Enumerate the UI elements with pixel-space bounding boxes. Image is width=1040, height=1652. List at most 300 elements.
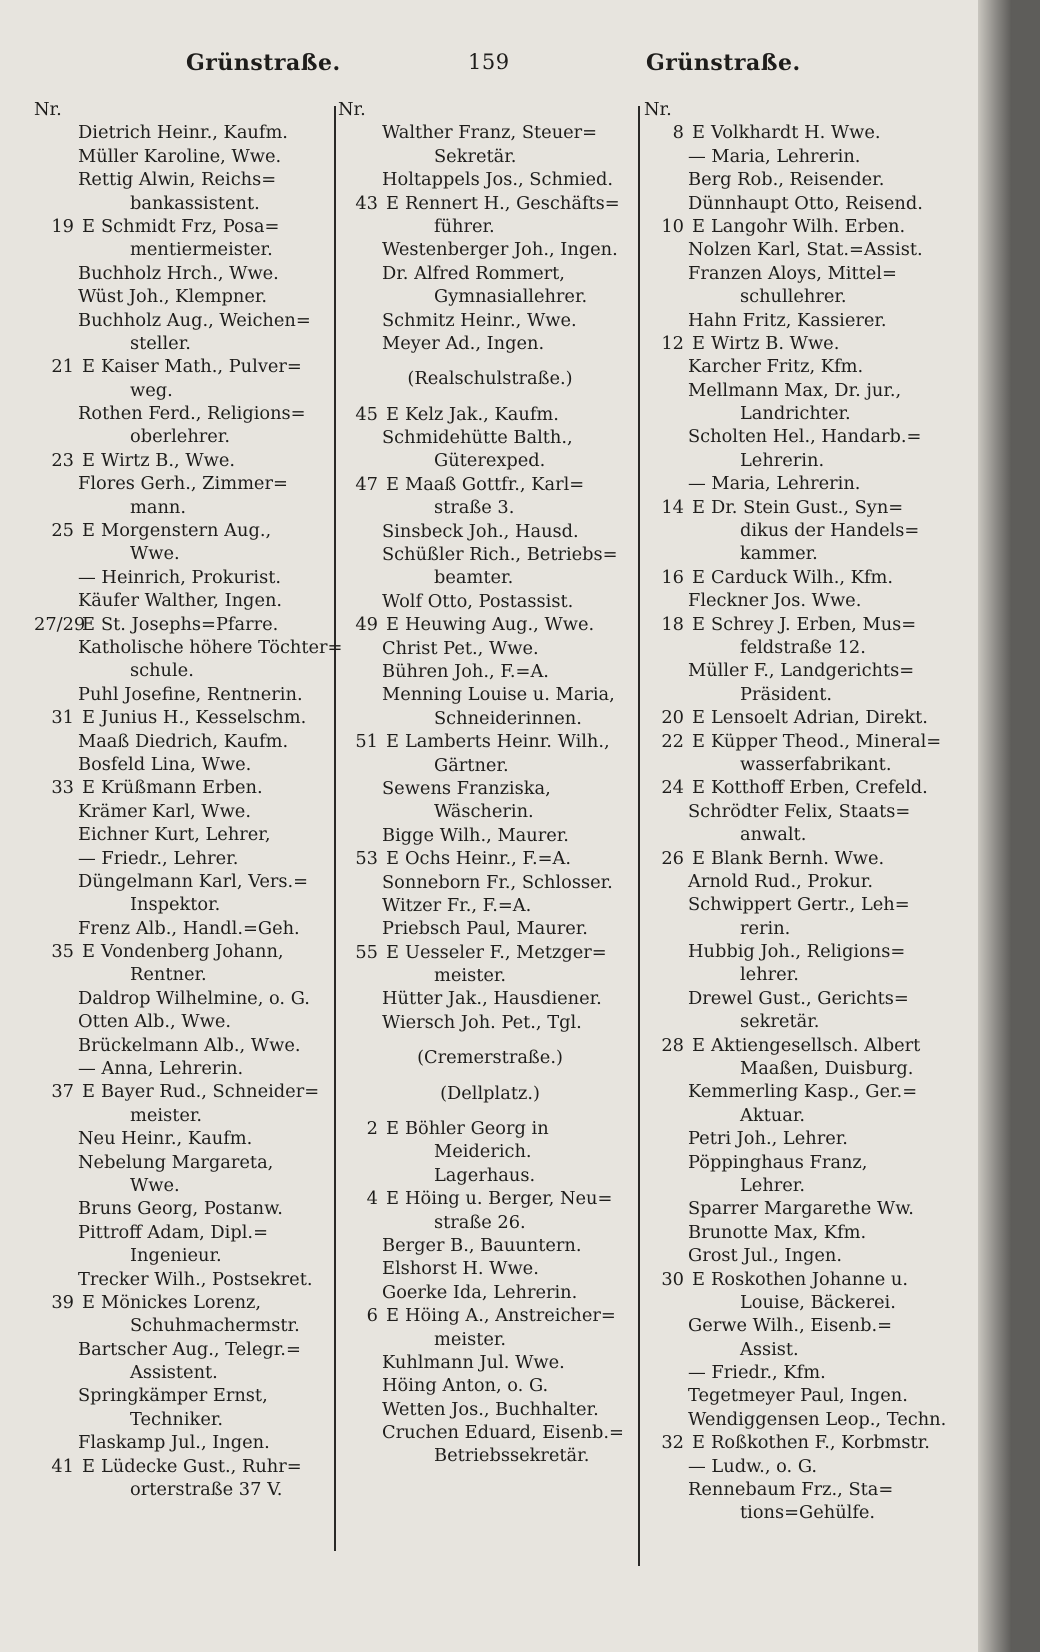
directory-entry-line	[34, 1034, 334, 1057]
resident-text: Mellmann Max, Dr. jur.,	[688, 379, 902, 401]
directory-entry-line	[644, 1034, 950, 1057]
resident-text: anwalt.	[740, 824, 807, 846]
owner-marker: E	[386, 848, 399, 870]
directory-entry-line	[34, 847, 334, 870]
resident-text: Bruns Georg, Postanw.	[78, 1198, 283, 1220]
resident-text: Flaskamp Jul., Ingen.	[78, 1432, 270, 1454]
owner-marker: E	[82, 215, 95, 237]
resident-text: Roßkothen F., Korbmstr.	[710, 1432, 930, 1454]
directory-entry-line	[34, 1197, 334, 1220]
resident-text: Louise, Bäckerei.	[740, 1291, 896, 1313]
resident-text: meister.	[434, 1328, 507, 1350]
resident-text: oberlehrer.	[130, 426, 230, 448]
resident-text: Maaß Gottfr., Karl=	[404, 473, 585, 495]
resident-text: tions=Gehülfe.	[740, 1502, 876, 1524]
resident-text: Rothen Ferd., Religions=	[78, 403, 306, 425]
resident-text: Kelz Jak., Kaufm.	[404, 403, 559, 425]
resident-text: führer.	[434, 215, 495, 237]
resident-text: meister.	[130, 1104, 203, 1126]
house-number: 2	[366, 1118, 378, 1140]
house-number: 32	[661, 1432, 684, 1454]
directory-entry-line	[338, 1351, 642, 1374]
directory-entry-line	[34, 168, 334, 191]
resident-text: Gärtner.	[434, 754, 509, 776]
resident-text: — Friedr., Kfm.	[688, 1362, 826, 1384]
resident-text: Franzen Aloys, Mittel=	[688, 262, 897, 284]
directory-entry-line	[644, 262, 950, 285]
resident-text: Brunotte Max, Kfm.	[688, 1221, 867, 1243]
resident-text: Rentner.	[130, 964, 207, 986]
directory-entry-line	[644, 238, 950, 261]
owner-marker: E	[82, 707, 95, 729]
owner-marker: E	[692, 1268, 705, 1290]
directory-entry-line	[644, 542, 950, 565]
directory-entry-line	[34, 636, 343, 659]
nr-column-label: Nr.	[34, 99, 62, 120]
house-number: 8	[672, 122, 684, 144]
owner-marker: E	[82, 777, 95, 799]
house-number: 35	[51, 941, 74, 963]
directory-entry-line	[34, 145, 334, 168]
resident-text: Wäscherin.	[434, 801, 534, 823]
resident-text: beamter.	[434, 567, 514, 589]
directory-entry-line	[644, 1291, 950, 1314]
resident-text: Rennert H., Geschäfts=	[404, 192, 620, 214]
directory-entry-line	[34, 776, 334, 799]
resident-text: Bühren Joh., F.=A.	[382, 660, 549, 682]
resident-text: meister.	[434, 965, 507, 987]
resident-text: mann.	[130, 496, 187, 518]
owner-marker: E	[386, 731, 399, 753]
directory-entry-line	[644, 1080, 950, 1103]
resident-text: Westenberger Joh., Ingen.	[382, 239, 618, 261]
resident-text: Präsident.	[740, 683, 833, 705]
resident-text: Heuwing Aug., Wwe.	[404, 614, 595, 636]
directory-entry-line	[34, 1408, 334, 1431]
directory-entry-line	[34, 1314, 334, 1337]
resident-text: Walther Franz, Steuer=	[382, 122, 598, 144]
directory-entry-line	[644, 1384, 950, 1407]
resident-text: Trecker Wilh., Postsekret.	[78, 1268, 313, 1290]
resident-text: straße 3.	[434, 497, 515, 519]
owner-marker: E	[82, 356, 95, 378]
directory-entry-line	[644, 332, 950, 355]
directory-entry-line	[644, 1338, 950, 1361]
resident-text: bankassistent.	[130, 192, 260, 214]
house-number: 41	[51, 1455, 74, 1477]
resident-text: Gymnasiallehrer.	[434, 286, 588, 308]
directory-entry-line	[338, 1187, 642, 1210]
directory-entry-line	[644, 659, 950, 682]
resident-text: Kotthoff Erben, Crefeld.	[710, 777, 928, 799]
resident-text: schule.	[130, 660, 194, 682]
directory-entry-line	[338, 566, 642, 589]
directory-entry-line	[338, 520, 642, 543]
directory-entry-line	[644, 1057, 950, 1080]
directory-entry-line	[644, 496, 950, 519]
directory-entry-line	[644, 589, 950, 612]
directory-entry-line	[34, 1151, 334, 1174]
directory-entry-line	[644, 706, 950, 729]
directory-entry-line	[34, 542, 334, 565]
resident-text: Cruchen Eduard, Eisenb.=	[382, 1422, 624, 1444]
directory-entry-line	[338, 121, 642, 144]
directory-entry-line	[338, 637, 642, 660]
owner-marker: E	[692, 332, 705, 354]
directory-entry-line	[34, 332, 334, 355]
owner-marker: E	[692, 777, 705, 799]
address-column-left	[34, 98, 343, 1501]
page-title-left: Grünstraße.	[186, 50, 341, 76]
resident-text: Grost Jul., Ingen.	[688, 1245, 843, 1267]
directory-entry-line	[644, 1314, 950, 1337]
directory-entry-line	[644, 1455, 950, 1478]
resident-text: Pittroff Adam, Dipl.=	[78, 1221, 268, 1243]
owner-marker: E	[386, 1305, 399, 1327]
directory-entry-line	[644, 519, 950, 542]
house-number: 53	[355, 848, 378, 870]
directory-entry-line	[34, 753, 334, 776]
resident-text: Morgenstern Aug.,	[100, 520, 272, 542]
directory-entry-line	[338, 683, 642, 706]
directory-entry-line	[644, 847, 950, 870]
resident-text: Lehrerin.	[740, 449, 825, 471]
directory-entry-line	[34, 496, 334, 519]
resident-text: Roskothen Johanne u.	[710, 1268, 908, 1290]
resident-text: Scholten Hel., Handarb.=	[688, 426, 922, 448]
owner-marker: E	[82, 1291, 95, 1313]
directory-entry-line	[34, 472, 334, 495]
directory-entry-line	[338, 1164, 642, 1187]
house-number: 23	[51, 449, 74, 471]
house-number: 24	[661, 777, 684, 799]
owner-marker: E	[82, 941, 95, 963]
resident-text: Müller Karoline, Wwe.	[78, 145, 282, 167]
directory-entry-line	[644, 987, 950, 1010]
directory-entry-line	[338, 1281, 642, 1304]
resident-text: Bosfeld Lina, Wwe.	[78, 753, 252, 775]
house-number: 37	[51, 1081, 74, 1103]
house-number: 18	[661, 613, 684, 635]
resident-text: sekretär.	[740, 1011, 820, 1033]
owner-marker: E	[386, 941, 399, 963]
resident-text: Sewens Franziska,	[382, 777, 551, 799]
directory-entry-line	[34, 1431, 334, 1454]
directory-entry-line	[644, 683, 950, 706]
owner-marker: E	[692, 730, 705, 752]
directory-entry-line	[338, 1211, 642, 1234]
resident-text: Junius H., Kesselschm.	[100, 707, 307, 729]
resident-text: Buchholz Aug., Weichen=	[78, 309, 311, 331]
directory-entry-line	[34, 893, 334, 916]
resident-text: Schrödter Felix, Staats=	[688, 800, 911, 822]
directory-entry-line	[644, 121, 950, 144]
directory-entry-line	[338, 754, 642, 777]
resident-text: Goerke Ida, Lehrerin.	[382, 1281, 578, 1303]
directory-entry-line	[34, 730, 334, 753]
resident-text: Krüßmann Erben.	[100, 777, 263, 799]
directory-entry-line	[338, 894, 642, 917]
directory-entry-line	[338, 262, 642, 285]
directory-entry-line	[644, 192, 950, 215]
resident-text: Betriebssekretär.	[434, 1445, 590, 1467]
directory-entry-line	[34, 1127, 334, 1150]
owner-marker: E	[692, 613, 705, 635]
resident-text: Priebsch Paul, Maurer.	[382, 918, 588, 940]
directory-entry-line	[338, 1117, 642, 1140]
directory-entry-line	[34, 706, 334, 729]
directory-entry-line	[338, 1257, 642, 1280]
resident-text: Karcher Fritz, Kfm.	[688, 356, 864, 378]
resident-text: Tegetmeyer Paul, Ingen.	[688, 1385, 908, 1407]
directory-entry-line	[644, 1174, 950, 1197]
resident-text: Schmidehütte Balth.,	[382, 427, 573, 449]
resident-text: Düngelmann Karl, Vers.=	[78, 870, 309, 892]
section-spacer	[338, 355, 642, 367]
resident-text: Sonneborn Fr., Schlosser.	[382, 871, 613, 893]
directory-entry-line	[644, 730, 950, 753]
directory-entry-line	[338, 590, 642, 613]
resident-text: Volkhardt H. Wwe.	[710, 122, 881, 144]
resident-text: steller.	[130, 332, 191, 354]
resident-text: Schmidt Frz, Posa=	[100, 215, 280, 237]
resident-text: Maaßen, Duisburg.	[740, 1058, 914, 1080]
owner-marker: E	[692, 122, 705, 144]
resident-text: Lehrer.	[740, 1174, 806, 1196]
resident-text: Höing Anton, o. G.	[382, 1375, 549, 1397]
resident-text: — Heinrich, Prokurist.	[78, 566, 282, 588]
directory-entry-line	[34, 1244, 334, 1267]
owner-marker: E	[82, 1455, 95, 1477]
directory-entry-line	[34, 1384, 334, 1407]
resident-text: Hubbig Joh., Religions=	[688, 941, 906, 963]
owner-marker: E	[692, 215, 705, 237]
resident-text: Müller F., Landgerichts=	[688, 660, 915, 682]
directory-entry-line	[644, 309, 950, 332]
resident-text: — Maria, Lehrerin.	[688, 473, 861, 495]
house-number: 43	[355, 192, 378, 214]
resident-text: Kuhlmann Jul. Wwe.	[382, 1351, 565, 1373]
directory-entry-line	[338, 871, 642, 894]
directory-entry-line	[34, 309, 334, 332]
directory-entry-line	[644, 870, 950, 893]
directory-entry-line	[644, 893, 950, 916]
resident-text: Sekretär.	[434, 145, 517, 167]
resident-text: Carduck Wilh., Kfm.	[710, 566, 894, 588]
house-number: 14	[661, 496, 684, 518]
directory-entry-line	[644, 1268, 950, 1291]
resident-text: Wüst Joh., Klempner.	[78, 286, 268, 308]
directory-entry-line	[34, 963, 334, 986]
resident-text: Menning Louise u. Maria,	[382, 684, 615, 706]
resident-text: Katholische höhere Töchter=	[78, 636, 343, 658]
owner-marker: E	[82, 613, 95, 635]
directory-entry-line	[338, 192, 642, 215]
house-number: 45	[355, 403, 378, 425]
directory-entry-line	[34, 519, 334, 542]
resident-text: Gerwe Wilh., Eisenb.=	[688, 1315, 893, 1337]
directory-entry-line	[338, 1234, 642, 1257]
directory-entry-line	[338, 145, 642, 168]
nr-column-label: Nr.	[644, 99, 672, 120]
directory-entry-line	[644, 940, 950, 963]
directory-entry-line	[644, 168, 950, 191]
directory-entry-line	[34, 917, 334, 940]
house-number: 55	[355, 941, 378, 963]
directory-entry-line	[34, 683, 334, 706]
resident-text: Maaß Diedrich, Kaufm.	[78, 730, 289, 752]
directory-entry-line	[34, 285, 334, 308]
directory-entry-line	[644, 823, 950, 846]
directory-entry-line	[34, 1361, 334, 1384]
directory-entry-line	[34, 355, 334, 378]
resident-text: Holtappels Jos., Schmied.	[382, 169, 614, 191]
directory-entry-line	[644, 613, 950, 636]
owner-marker: E	[82, 520, 95, 542]
house-number: 10	[661, 215, 684, 237]
house-number: 4	[366, 1188, 378, 1210]
resident-text: Fleckner Jos. Wwe.	[688, 590, 862, 612]
directory-entry-line	[34, 1221, 334, 1244]
directory-entry-line	[338, 917, 642, 940]
house-number: 31	[51, 707, 74, 729]
house-number: 19	[51, 215, 74, 237]
directory-entry-line	[644, 1010, 950, 1033]
directory-entry-line	[338, 473, 642, 496]
directory-entry-line	[34, 379, 334, 402]
resident-text: Krämer Karl, Wwe.	[78, 800, 251, 822]
directory-entry-line	[644, 1127, 950, 1150]
resident-text: Höing u. Berger, Neu=	[404, 1188, 613, 1210]
house-number: 21	[51, 356, 74, 378]
address-column-middle	[338, 98, 642, 1468]
directory-entry-line	[34, 425, 334, 448]
street-section-heading	[338, 1046, 642, 1069]
directory-entry-line	[34, 1174, 334, 1197]
house-number: 28	[661, 1034, 684, 1056]
resident-text: Springkämper Ernst,	[78, 1385, 268, 1407]
book-page-edge	[978, 0, 1012, 1652]
resident-text: Kemmerling Kasp., Ger.=	[688, 1081, 918, 1103]
owner-marker: E	[692, 1432, 705, 1454]
resident-text: Inspektor.	[130, 894, 221, 916]
resident-text: rerin.	[740, 917, 791, 939]
directory-entry-line	[338, 543, 642, 566]
directory-entry-line	[34, 1104, 334, 1127]
resident-text: Schmitz Heinr., Wwe.	[382, 309, 577, 331]
resident-text: Neu Heinr., Kaufm.	[78, 1128, 253, 1150]
resident-text: wasserfabrikant.	[740, 753, 892, 775]
resident-text: St. Josephs=Pfarre.	[100, 613, 279, 635]
section-spacer	[338, 391, 642, 403]
house-number: 33	[51, 777, 74, 799]
house-number: 20	[661, 707, 684, 729]
street-heading-text: (Realschulstraße.)	[407, 368, 573, 390]
resident-text: Aktuar.	[740, 1104, 806, 1126]
resident-text: Wiersch Joh. Pet., Tgl.	[382, 1011, 582, 1033]
directory-entry-line	[644, 1221, 950, 1244]
resident-text: Mönickes Lorenz,	[100, 1291, 262, 1313]
resident-text: Lüdecke Gust., Ruhr=	[100, 1455, 302, 1477]
owner-marker: E	[386, 473, 399, 495]
directory-entry-line	[34, 940, 334, 963]
directory-entry-line	[644, 963, 950, 986]
resident-text: Eichner Kurt, Lehrer,	[78, 824, 271, 846]
directory-entry-line	[338, 1374, 642, 1397]
resident-text: dikus der Handels=	[740, 520, 920, 542]
resident-text: Flores Gerh., Zimmer=	[78, 473, 288, 495]
directory-entry-line	[338, 403, 642, 426]
street-heading-text: (Cremerstraße.)	[417, 1047, 563, 1069]
resident-text: Nebelung Margareta,	[78, 1151, 274, 1173]
resident-text: Bigge Wilh., Maurer.	[382, 824, 569, 846]
resident-text: Rennebaum Frz., Sta=	[688, 1479, 894, 1501]
directory-entry-line	[34, 1291, 334, 1314]
resident-text: Böhler Georg in	[404, 1118, 549, 1140]
directory-entry-line	[644, 800, 950, 823]
resident-text: Wendiggensen Leop., Techn.	[688, 1408, 947, 1430]
directory-entry-line	[338, 1328, 642, 1351]
directory-entry-line	[338, 1421, 642, 1444]
directory-entry-line	[34, 1057, 334, 1080]
resident-text: Langohr Wilh. Erben.	[710, 215, 906, 237]
directory-entry-line	[34, 823, 334, 846]
resident-text: Wirtz B. Wwe.	[710, 332, 840, 354]
directory-entry-line	[338, 824, 642, 847]
resident-text: feldstraße 12.	[740, 636, 866, 658]
resident-text: orterstraße 37 V.	[130, 1479, 283, 1501]
resident-text: Schuhmachermstr.	[130, 1315, 300, 1337]
resident-text: Wolf Otto, Postassist.	[382, 590, 574, 612]
directory-entry-line	[34, 589, 334, 612]
directory-entry-line	[644, 379, 950, 402]
resident-text: Schwippert Gertr., Leh=	[688, 894, 910, 916]
resident-text: Wirtz B., Wwe.	[100, 449, 235, 471]
directory-entry-line	[34, 1338, 334, 1361]
directory-entry-line	[338, 449, 642, 472]
resident-text: Küpper Theod., Mineral=	[710, 730, 942, 752]
directory-entry-line	[644, 753, 950, 776]
house-number: 51	[355, 731, 378, 753]
owner-marker: E	[386, 192, 399, 214]
street-section-heading	[338, 367, 642, 390]
directory-entry-line	[34, 566, 334, 589]
directory-entry-line	[644, 285, 950, 308]
directory-entry-line	[338, 707, 642, 730]
directory-entry-line	[338, 1444, 642, 1467]
directory-entry-line	[34, 613, 334, 636]
owner-marker: E	[386, 403, 399, 425]
directory-entry-line	[338, 1398, 642, 1421]
house-number: 39	[51, 1291, 74, 1313]
directory-entry-line	[34, 449, 334, 472]
directory-entry-line	[644, 402, 950, 425]
directory-entry-line	[338, 309, 642, 332]
directory-entry-line	[34, 1455, 334, 1478]
directory-entry-line	[644, 1244, 950, 1267]
resident-text: Schneiderinnen.	[434, 707, 582, 729]
resident-text: Elshorst H. Wwe.	[382, 1258, 539, 1280]
resident-text: Buchholz Hrch., Wwe.	[78, 262, 279, 284]
resident-text: Sinsbeck Joh., Hausd.	[382, 520, 579, 542]
directory-entry-line	[338, 847, 642, 870]
directory-entry-line	[338, 1140, 642, 1163]
house-number: 16	[661, 566, 684, 588]
resident-text: Bayer Rud., Schneider=	[100, 1081, 320, 1103]
directory-entry-line	[34, 987, 334, 1010]
directory-entry-line	[644, 215, 950, 238]
resident-text: Landrichter.	[740, 403, 851, 425]
